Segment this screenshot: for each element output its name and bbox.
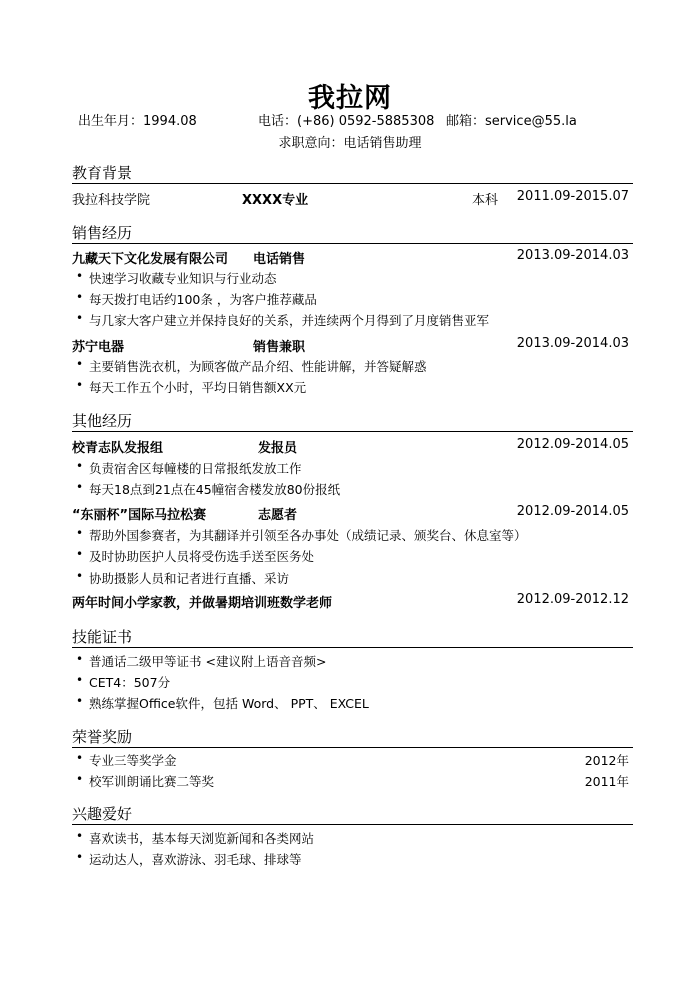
job-header bbox=[72, 437, 633, 455]
bullet-icon: • bbox=[76, 357, 84, 371]
list-item-text: 每天18点到21点在45幢宿舍楼发放80份报纸 bbox=[89, 482, 341, 497]
section-divider bbox=[72, 647, 633, 648]
section-divider bbox=[72, 824, 633, 825]
list-item bbox=[72, 547, 633, 565]
bullet-icon: • bbox=[76, 694, 84, 708]
bullet-icon: • bbox=[76, 652, 84, 666]
list-item bbox=[72, 694, 633, 712]
degree: 本科 bbox=[472, 193, 499, 208]
list-item-text: 协助摄影人员和记者进行直播、采访 bbox=[89, 571, 290, 586]
list-item-text: 运动达人，喜欢游泳、羽毛球、排球等 bbox=[89, 852, 302, 867]
major-name: XXXX专业 bbox=[242, 193, 309, 208]
list-item-text: CET4：507分 bbox=[89, 675, 171, 690]
list-item-text: 与几家大客户建立并保持良好的关系，并连续两个月得到了月度销售亚军 bbox=[89, 313, 490, 328]
list-item bbox=[72, 311, 633, 329]
education-row bbox=[72, 189, 633, 207]
list-item-text: 负责宿舍区每幢楼的日常报纸发放工作 bbox=[89, 461, 302, 476]
bullet-icon: • bbox=[76, 378, 84, 392]
list-item bbox=[72, 357, 633, 375]
bullet-icon: • bbox=[76, 269, 84, 283]
list-item bbox=[72, 751, 633, 769]
bullet-icon: • bbox=[76, 526, 84, 540]
birth-date: 出生年月：1994.08 bbox=[78, 114, 197, 129]
list-item-text: 喜欢读书，基本每天浏览新闻和各类网站 bbox=[89, 831, 315, 846]
section-sales-title: 销售经历 bbox=[72, 224, 133, 242]
job-header bbox=[72, 504, 633, 522]
list-item-text: 每天拨打电话约100条 ，为客户推荐藏品 bbox=[89, 292, 317, 307]
resume-name: 我拉网 bbox=[308, 83, 392, 114]
list-item bbox=[72, 829, 633, 847]
phone-number: 电话：(+86) 0592-5885308 bbox=[258, 114, 435, 129]
award-year: 2012年 bbox=[584, 753, 629, 768]
list-item-text: 主要销售洗衣机，为顾客做产品介绍、性能讲解，并答疑解惑 bbox=[89, 359, 427, 374]
list-item bbox=[72, 673, 633, 691]
bullet-icon: • bbox=[76, 673, 84, 687]
list-item bbox=[72, 378, 633, 396]
bullet-icon: • bbox=[76, 772, 84, 786]
email-address: 邮箱：service@55.la bbox=[446, 114, 577, 129]
award-year: 2011年 bbox=[584, 774, 629, 789]
bullet-icon: • bbox=[76, 459, 84, 473]
section-awards-title: 荣誉奖励 bbox=[72, 728, 133, 746]
bullet-icon: • bbox=[76, 290, 84, 304]
list-item-text: 帮助外国参赛者，为其翻译并引领至各办事处（成绩记录、颁奖台、休息室等） bbox=[89, 528, 527, 543]
list-item bbox=[72, 526, 633, 544]
school-name: 我拉科技学院 bbox=[72, 193, 151, 208]
company-name: 九藏天下文化发展有限公司 bbox=[72, 252, 229, 267]
job-role: 电话销售 bbox=[253, 252, 306, 267]
list-item bbox=[72, 772, 633, 790]
education-dates: 2011.09-2015.07 bbox=[516, 189, 629, 204]
job-header bbox=[72, 592, 633, 610]
bullet-icon: • bbox=[76, 829, 84, 843]
section-divider bbox=[72, 747, 633, 748]
section-other-title: 其他经历 bbox=[72, 412, 133, 430]
bullet-icon: • bbox=[76, 547, 84, 561]
list-item-text: 快速学习收藏专业知识与行业动态 bbox=[89, 271, 277, 286]
list-item-text: 普通话二级甲等证书 <建议附上语音音频> bbox=[89, 654, 327, 669]
section-divider bbox=[72, 183, 633, 184]
list-item bbox=[72, 459, 633, 477]
list-item-text: 每天工作五个小时，平均日销售额XX元 bbox=[89, 380, 307, 395]
section-divider bbox=[72, 243, 633, 244]
list-item-text: 熟练掌握Office软件，包括 Word、 PPT、 EXCEL bbox=[89, 696, 369, 711]
company-name: 苏宁电器 bbox=[72, 340, 125, 355]
job-dates: 2012.09-2012.12 bbox=[516, 592, 629, 607]
job-dates: 2012.09-2014.05 bbox=[516, 437, 629, 452]
job-role: 志愿者 bbox=[258, 508, 298, 523]
section-hobbies-title: 兴趣爱好 bbox=[72, 805, 133, 823]
bullet-icon: • bbox=[76, 311, 84, 325]
bullet-icon: • bbox=[76, 480, 84, 494]
org-name: “东丽杯”国际马拉松赛 bbox=[72, 508, 207, 523]
list-item bbox=[72, 480, 633, 498]
job-dates: 2013.09-2014.03 bbox=[516, 336, 629, 351]
job-role: 销售兼职 bbox=[253, 340, 306, 355]
list-item-text: 及时协助医护人员将受伤选手送至医务处 bbox=[89, 549, 315, 564]
bullet-icon: • bbox=[76, 850, 84, 864]
job-header bbox=[72, 336, 633, 354]
list-item bbox=[72, 269, 633, 287]
section-divider bbox=[72, 431, 633, 432]
job-header bbox=[72, 248, 633, 266]
job-dates: 2013.09-2014.03 bbox=[516, 248, 629, 263]
job-role: 发报员 bbox=[258, 441, 298, 456]
org-name: 校青志队发报组 bbox=[72, 441, 164, 456]
tutor-text: 两年时间小学家教，并做暑期培训班数学老师 bbox=[72, 596, 333, 611]
job-dates: 2012.09-2014.05 bbox=[516, 504, 629, 519]
bullet-icon: • bbox=[76, 569, 84, 583]
job-intent: 求职意向：电话销售助理 bbox=[278, 136, 422, 151]
bullet-icon: • bbox=[76, 751, 84, 765]
section-education-title: 教育背景 bbox=[72, 164, 133, 182]
list-item bbox=[72, 652, 633, 670]
list-item-text: 专业三等奖学金 bbox=[89, 753, 177, 768]
section-skills-title: 技能证书 bbox=[72, 628, 133, 646]
list-item bbox=[72, 850, 633, 868]
list-item bbox=[72, 290, 633, 308]
list-item-text: 校军训朗诵比赛二等奖 bbox=[89, 774, 215, 789]
list-item bbox=[72, 569, 633, 587]
